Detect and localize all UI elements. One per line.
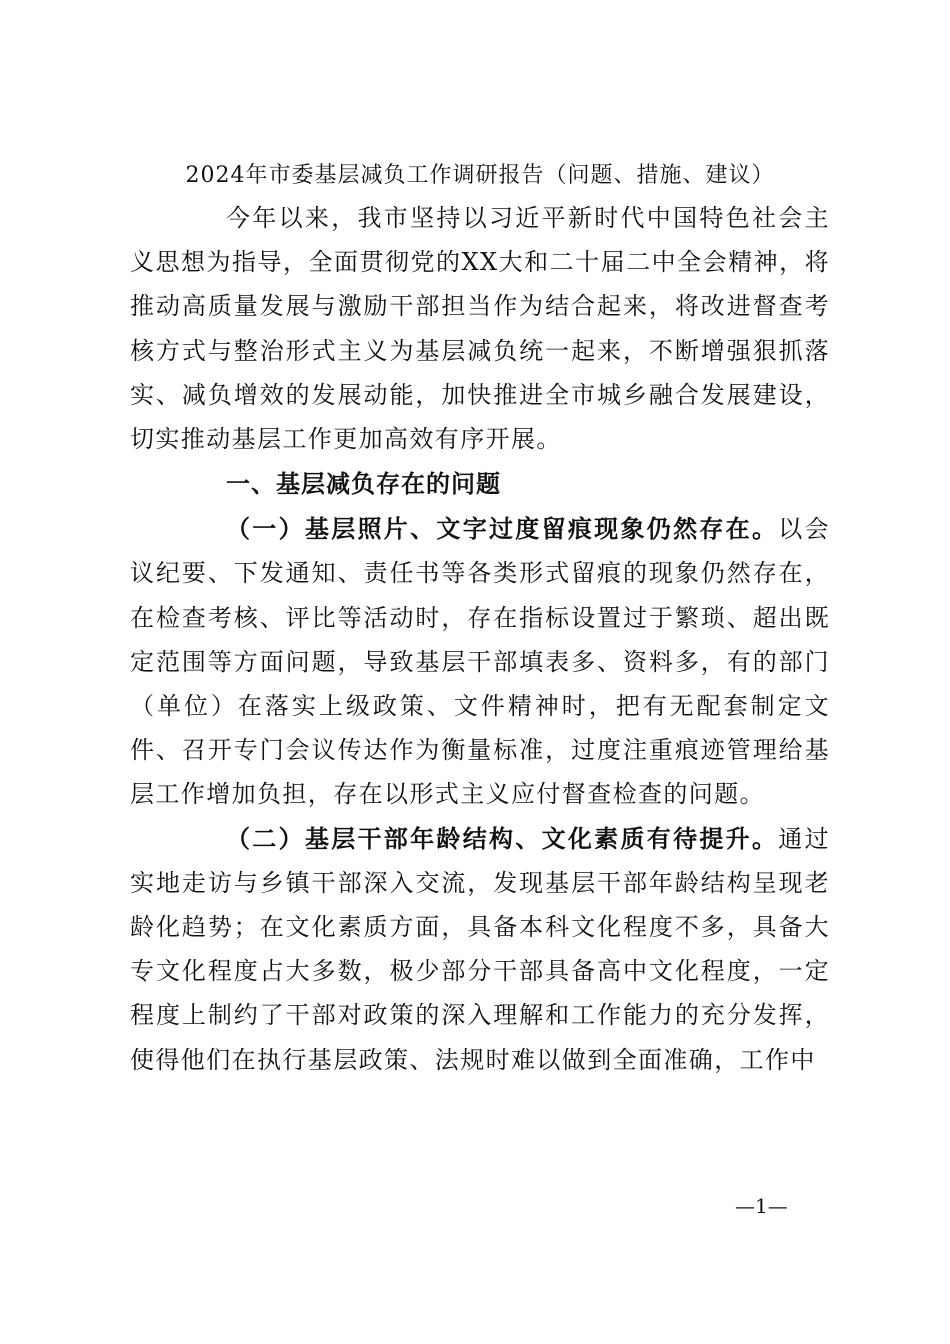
intro-paragraph: 今年以来，我市坚持以习近平新时代中国特色社会主义思想为指导，全面贯彻党的XX大和二十届二中全会精神，将推动高质量发展与激励干部担当作为结合起来，将改进督查考核方式与整治形式主义为基层减负统一起来，不断增强狠抓落实、减负增效的发展动能，加快推进全市城乡融合发展建设，切实推动基层工作更加高效有序开展。 bbox=[130, 204, 830, 454]
problem-paragraph-1 bbox=[130, 507, 830, 816]
document-body bbox=[130, 156, 830, 1082]
section-heading-problems: 一、基层减负存在的问题 bbox=[226, 470, 501, 499]
problem-body-2: 通过实地走访与乡镇干部深入交流，发现基层干部年龄结构呈现老龄化趋势；在文化素质方面，具备本科文化程度不多，具备大专文化程度占大多数，极少部分干部具备高中文化程度，一定程度上制约了干部对政策的深入理解和工作能力的充分发挥，使得他们在执行基层政策、法规时难以做到全面准确，工作中 bbox=[130, 824, 830, 1074]
problem-paragraph-2 bbox=[130, 817, 830, 1082]
page-number: —1— bbox=[735, 1194, 788, 1218]
problem-body-1: 以会议纪要、下发通知、责任书等各类形式留痕的现象仍然存在，在检查考核、评比等活动时，存在指标设置过于繁琐、超出既定范围等方面问题，导致基层干部填表多、资料多，有的部门（单位）在落实上级政策、文件精神时，把有无配套制定文件、召开专门会议传达作为衡量标准，过度注重痕迹管理给基层工作增加负担，存在以形式主义应付督查检查的问题。 bbox=[130, 515, 830, 809]
problem-subtitle-2: （二）基层干部年龄结构、文化素质有待提升。 bbox=[226, 823, 779, 853]
problem-subtitle-1: （一）基层照片、文字过度留痕现象仍然存在。 bbox=[226, 514, 779, 544]
document-title: 2024年市委基层减负工作调研报告（问题、措施、建议） bbox=[185, 163, 775, 188]
